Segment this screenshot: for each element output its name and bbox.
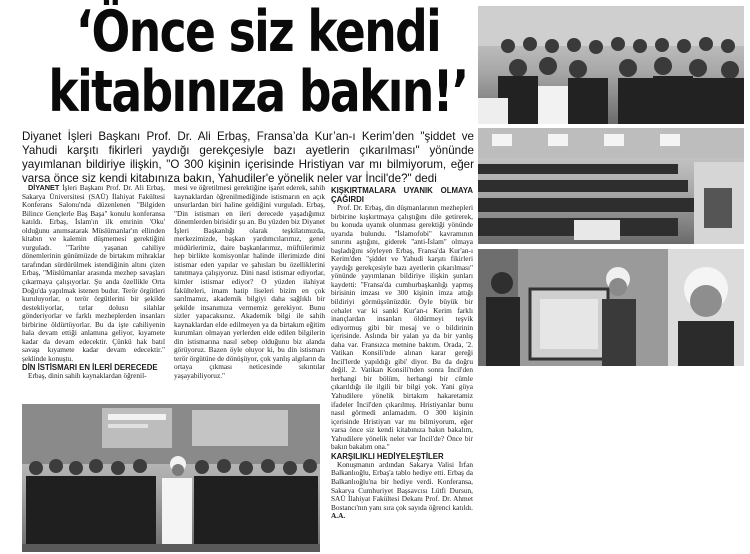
lead-in: DİYANET — [28, 183, 60, 192]
paragraph: mesi ve öğretilmesi gerektiğine işaret ederek, sahih kaynaklardan öğrenilmediğinde istismarın en açık unsurlardan biri haline geldiğini vurguladı. Erbaş, "Din istismarı en ileri derecede yaşadığımız dönemlerden birisidir şu an. Bu yüzden biz Diyanet İşleri Başkanlığı olarak teşkilatımızda, merkezimizde, başkan yardımcılarımız, genel müdürlerimiz, daire başkanlarımız, müftülerimiz hep birlikte komisyonlar halinde illerimizde dini istismar eden yapılar ve şahısları bu özelliklerini tanıtmaya çalışıyoruz. Dini nasıl istismar ediyorlar, kimler istismar ediyor? O yüzden ilahiyat fakülteleri, imam hatip liseleri bizim en çok sarılmamız, akademik bilgiyi daha sağlıklı bir şekilde insanımıza vermemiz gerekiyor. Bunu sizler yapacaksınız. Akademik bilgi ile sahih kaynaklardan elde edilmeyen ya da birtakım eğitim kurumları olmayan yerlerden elde edilen bilgilerin din istismarına nasıl sebep olduğunu biz alanda görüyoruz. Bazen öyle oluyor ki, bu din istismarı terör örgütüne de dönüşüyor, çok yanlış algıların da ortaya çıkması neticesinde sıkıntılar yaşayabiliyoruz." — [174, 183, 325, 381]
photo-group-on-stage — [22, 404, 320, 552]
article-deck: Diyanet İşleri Başkanı Prof. Dr. Ali Erbaş, Fransa’da Kur’an-ı Kerim’den "şiddet ve Yahudi karşıtı fikirleri yaydığı gerekçesiyle bazı ayetlerin çıkarılması" yönünde yayımlanan bildiriye ilişkin, "O 300 kişinin içerisinde Hristiyan var mı bilmiyorum, eğer varsa önce siz kendi kitabınıza bakın, Yahudiler'e yönelik neler var İncil'de?" dedi — [22, 130, 474, 185]
subheading: DİN İSTİSMARI EN İLERİ DERECEDE — [22, 363, 158, 373]
headline — [38, 0, 478, 125]
article-column-1 — [22, 184, 165, 381]
subheading: KIŞKIRTMALARA UYANIK OLMAYA ÇAĞIRDI — [331, 186, 473, 204]
paragraph-text: İşleri Başkanı Prof. Dr. Ali Erbaş, Sakarya Üniversitesi (SAÜ) İlahiyat Fakültesi Konferans Salonu'nda düzenlenen "Bilgiden Bilince Gençlerle Baş Başa" konulu konferansa katıldı. Erbaş, İslam'ın ilk emrinin 'Oku' olduğunu anımsatarak Müslümanlar'ın ellinden kitabın ve kalemin düşmemesi gerektiğini vurguladı. "Tarihte yaşanan cahiliye dönemlerinin günümüzde de birtakım mihraklar tarafından sürdürülmek istendiğinin altını çizen Erbaş, "Müslümanlar arasında mezhep savaşları çıkarmaya çalışıyorlar. Şu anda özellikle Orta Doğu'da yapılmak istenen budur. Terör örgütleri kuruluyorlar, o terör örgütlerini bir şekilde destekliyorlar, tırlar dolusu silahlar gönderiyorlar ve farklı mezheplerden insanları birbirine öldürtüyorlar. Bu da işte cahiliyenin hala devam ettiği anlamına geliyor, kıyamete kadar da devam edecektir. Çünkü hak batıl savaşı kıyamete kadar devam edecektir." şeklinde konuştu. — [22, 183, 165, 363]
photo-group-on-stage-art — [22, 404, 320, 552]
headline-line-2: kitabınıza bakın!’ — [48, 59, 468, 125]
photo-gift-exchange-art — [478, 249, 744, 366]
paragraph: Prof. Dr. Erbaş, din düşmanlarının mezhepleri birbirine kışkırtmaya çalıştığını dile getirerek, bu konuda uyanık olunması gerektiği yönünde uyarıda bulundu. "İslamofobi" kavramının sınırını aştığını, giderek "anti-İslam" olmaya başladığını söyleyen Erbaş, Fransa'da Kur'an-ı Kerim'den "şiddet ve Yahudi karşıtı fikirleri yaydığı gerekçesiyle bazı ayetlerin çıkarılması" yönünde yayımlanan bildiriye ilişkin şunları kaydetti: "Fransa'da cumhurbaşkanlığı yapmış birisinin imzası ve 300 kişinin imza attığı bildiriyi görmüşsünüzdür. Öyle büyük bir cehalet var ki sanki Kur'an-ı Kerim farklı inançlardan insanları öldürmeyi teşvik ediyormuş gibi bir mesaj ve o bildirinin içerisinde. Aslında bir yalan ya da bir yanlış daha var. Fransızca metnine baktım. Orada, '2. Vatikan Konsili'nde alınan karar gereği İncil'lerde yapıldığı gibi' diyor. Bu da doğru değil. 2. Vatikan Konsili'nden sonra İncil'den herhangi bir bölüm, herhangi bir cümle çıkarıldığı ile ilgili bir bilgi yok. Yani güya Yahudilere yönelik birtakım hakaretamiz ifadeler İncil'den çıkarılmış. Hristiyanlar bunu nasıl görmedi anlamadım. O 300 kişinin içerisinde Hristiyan var mı bilmiyorum, eğer varsa önce siz kendi kitabınıza bakın bakalım, Yahudilere yönelik neler var İncil'de? Önce bir bakın bakalım ona." — [331, 203, 473, 452]
photo-audience-front-row-art — [478, 6, 744, 124]
paragraph — [22, 184, 165, 363]
subheading: KARŞILIKLI HEDİYELEŞTİLER — [331, 451, 444, 461]
headline-line-1: ‘Önce siz kendi — [75, 0, 441, 65]
paragraph-text: Konuşmanın ardından Sakarya Valisi İrfan Balkanlıoğlu, Erbaş'a tablo hediye etti. Erbaş da Balkanlıoğlu'na bir hediye verdi. Konferansa, Sakarya Cumhuriyet Başsavcısı Lütfi Dursun, SAÜ İlahiyat Fakültesi Dekanı Prof. Dr. Ahmet Bostancı'nın yanı sıra çok sayıda öğrenci katıldı. — [331, 459, 473, 512]
article-column-3 — [331, 186, 473, 521]
paragraph: Erbaş, dinin sahih kaynaklardan öğrenil- — [28, 371, 147, 381]
photo-conference-hall-art — [478, 128, 744, 244]
photo-conference-hall — [478, 128, 744, 244]
signoff: A.A. — [331, 511, 346, 521]
photo-audience-front-row — [478, 6, 744, 124]
photo-gift-exchange — [478, 249, 744, 366]
article-column-2 — [174, 184, 325, 381]
paragraph — [331, 461, 473, 521]
